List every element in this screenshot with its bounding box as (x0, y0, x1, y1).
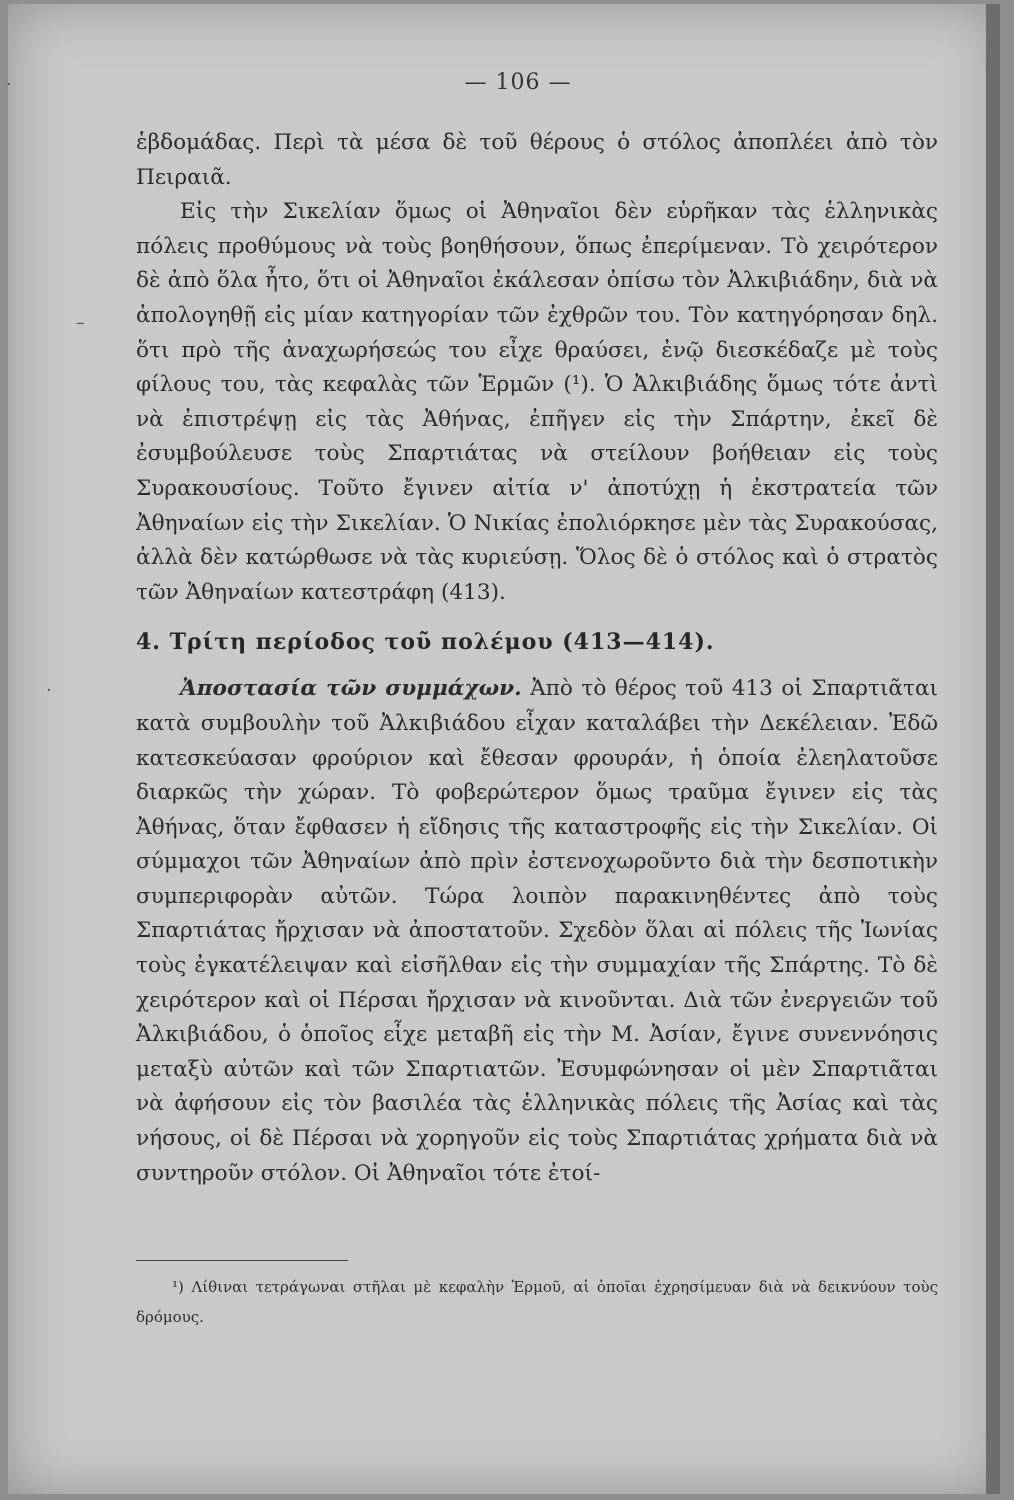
edge-dash: – (76, 312, 85, 333)
book-page (8, 4, 1000, 1494)
subsection-title: Ἀποστασία τῶν συμμάχων. (180, 676, 522, 702)
paragraph-3-text: Ἀπὸ τὸ θέρος τοῦ 413 οἱ Σπαρτιᾶται κατὰ συμβουλὴν τοῦ Ἀλκιβιάδου εἶχαν καταλάβει τὴν Δεκέλειαν. Ἐδῶ κατεσκεύασαν φρούριον καὶ ἔθεσαν φρουράν, ἡ ὁποία ἐλεηλατοῦσε διαρκῶς τὴν χώραν. Τὸ φοβερώτερον ὅμως τραῦμα ἔγινεν εἰς τὰς Ἀθήνας, ὅταν ἔφθασεν ἡ εἴδησις τῆς καταστροφῆς εἰς τὴν Σικελίαν. Οἱ σύμμαχοι τῶν Ἀθηναίων ἀπὸ πρὶν ἐστενοχωροῦντο διὰ τὴν δεσποτικὴν συμπεριφορὰν αὐτῶν. Τώρα λοιπὸν παρακινηθέντες ἀπὸ τοὺς Σπαρτιάτας ἤρχισαν νὰ ἀποστατοῦν. Σχεδὸν ὅλαι αἱ πόλεις τῆς Ἰωνίας τοὺς ἐγκατέλειψαν καὶ εἰσῆλθαν εἰς τὴν συμμαχίαν τῆς Σπάρτης. Τὸ δὲ χειρότερον καὶ οἱ Πέρσαι ἤρχισαν νὰ κινοῦνται. Διὰ τῶν ἐνεργειῶν τοῦ Ἀλκιβιάδου, ὁ ὁποῖος εἶχε μεταβῆ εἰς τὴν Μ. Ἀσίαν, ἔγινε συνεννόησις μεταξὺ αὐτῶν καὶ τῶν Σπαρτιατῶν. Ἐσυμφώνησαν οἱ μὲν Σπαρτιᾶται νὰ ἀφήσουν εἰς τὸν βασιλέα τὰς ἑλληνικὰς πόλεις τῆς Ἀσίας καὶ τὰς νήσους, οἱ δὲ Πέρσαι νὰ χορηγοῦν εἰς τοὺς Σπαρτιάτας χρήματα διὰ νὰ συντηροῦν στόλον. Οἱ Ἀθηναῖοι τότε ἐτοί- (136, 676, 938, 1186)
paragraph-2: Εἰς τὴν Σικελίαν ὅμως οἱ Ἀθηναῖοι δὲν εὑρῆκαν τὰς ἑλληνικὰς πόλεις προθύμους νὰ τοὺς βοηθήσουν, ὅπως ἐπερίμεναν. Τὸ χειρότερον δὲ ἀπὸ ὅλα ἦτο, ὅτι οἱ Ἀθηναῖοι ἐκάλεσαν ὀπίσω τὸν Ἀλκιβιάδην, διὰ νὰ ἀπολογηθῇ εἰς μίαν κατηγορίαν τῶν ἐχθρῶν του. Τὸν κατηγόρησαν δηλ. ὅτι πρὸ τῆς ἀναχωρήσεώς του εἶχε θραύσει, ἐνῷ διεσκέδαζε μὲ τοὺς φίλους του, τὰς κεφαλὰς τῶν Ἑρμῶν (¹). Ὁ Ἀλκιβιάδης ὅμως τότε ἀντὶ νὰ ἐπιστρέψῃ εἰς τὰς Ἀθήνας, ἐπῆγεν εἰς τὴν Σπάρτην, ἐκεῖ δὲ ἐσυμβούλευσε τοὺς Σπαρτιάτας νὰ στείλουν βοήθειαν εἰς τοὺς Συρακουσίους. Τοῦτο ἔγινεν αἰτία ν' ἀποτύχῃ ἡ ἐκστρατεία τῶν Ἀθηναίων εἰς τὴν Σικελίαν. Ὁ Νικίας ἐπολιόρκησε μὲν τὰς Συρακούσας, ἀλλὰ δὲν κατώρθωσε νὰ τὰς κυριεύσῃ. Ὅλος δὲ ὁ στόλος καὶ ὁ στρατὸς τῶν Ἀθηναίων κατεστράφη (413). (136, 199, 938, 605)
page-number: — 106 — (464, 70, 572, 95)
footnote-divider (136, 1260, 348, 1261)
paragraph-1: ἑβδομάδας. Περὶ τὰ μέσα δὲ τοῦ θέρους ὁ στόλος ἀποπλέει ἀπὸ τὸν Πειραιᾶ. (136, 130, 938, 190)
page-edge (986, 4, 1000, 1494)
paragraph-3 (136, 672, 938, 1191)
edge-dot: · (6, 74, 12, 95)
section-heading: 4. Τρίτη περίοδος τοῦ πολέμου (413—414). (136, 629, 715, 656)
edge-dot: · (46, 680, 52, 701)
main-text (136, 126, 938, 1191)
footnote: ¹) Λίθιναι τετράγωναι στῆλαι μὲ κεφαλὴν Ἑρμοῦ, αἱ ὁποῖαι ἐχρησίμευαν διὰ νὰ δεικνύουν τοὺς δρόμους. (136, 1278, 938, 1326)
